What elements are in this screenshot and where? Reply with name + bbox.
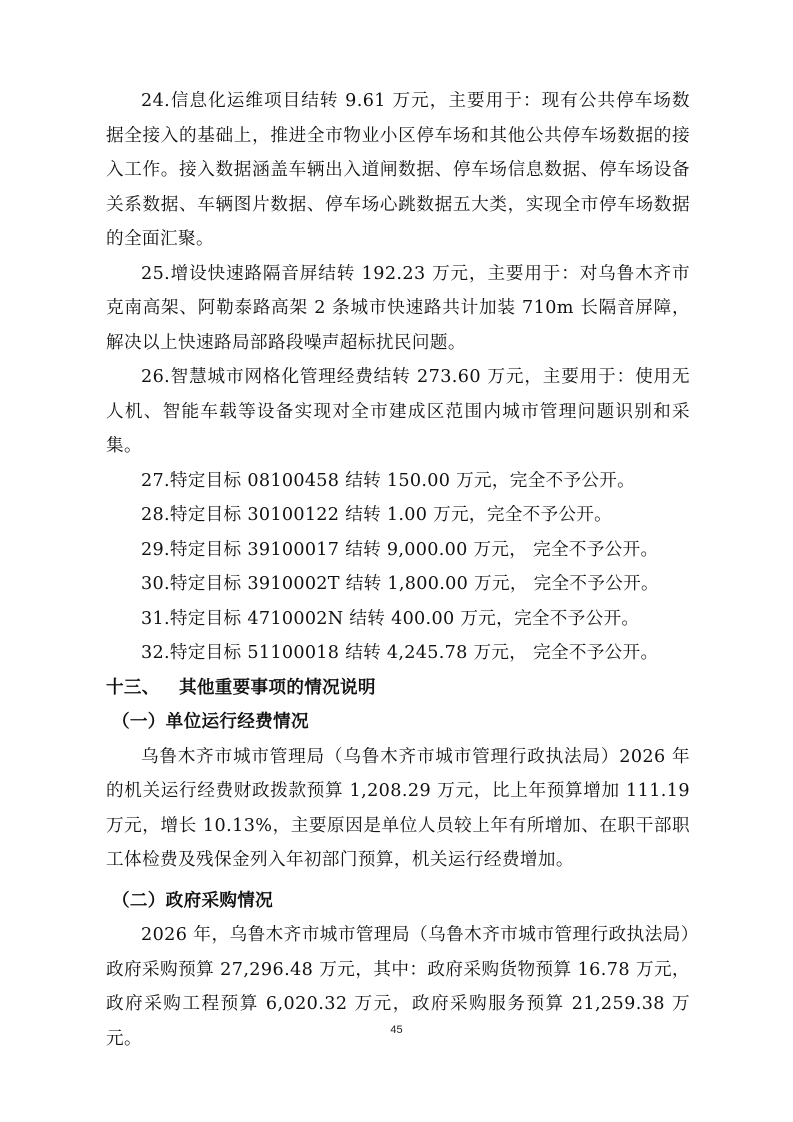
page-number: 45	[390, 1024, 403, 1036]
paragraph-operating-funds: 乌鲁木齐市城市管理局（乌鲁木齐市城市管理行政执法局）2026 年的机关运行经费财政拨款预算 1,208.29 万元，比上年预算增加 111.19 万元，增长 10.13%，主要原因是单位人员较上年有所增加、在职干部职工体检费及残保金列入年初部门预算，机关运行经费增加。	[106, 746, 690, 870]
page-content	[106, 84, 690, 1056]
paragraph-procurement: 2026 年，乌鲁木齐市城市管理局（乌鲁木齐市城市管理行政执法局）政府采购预算 27,296.48 万元，其中：政府采购货物预算 16.78 万元，政府采购工程预算 6,020.32 万元，政府采购服务预算 21,259.38 万元。	[106, 925, 690, 1049]
paragraph-item-32: 32.特定目标 51100018 结转 4,245.78 万元， 完全不予公开。	[141, 643, 659, 663]
subsection-heading-procurement: （二）政府采购情况	[112, 890, 274, 911]
subsection-heading-operating-funds: （一）单位运行经费情况	[112, 712, 309, 732]
paragraph-item-28: 28.特定目标 30100122 结转 1.00 万元，完全不予公开。	[141, 505, 613, 525]
paragraph-item-27: 27.特定目标 08100458 结转 150.00 万元，完全不予公开。	[141, 470, 636, 491]
paragraph-item-29: 29.特定目标 39100017 结转 9,000.00 万元， 完全不予公开。	[141, 539, 659, 560]
paragraph-item-31: 31.特定目标 4710002N 结转 400.00 万元，完全不予公开。	[141, 608, 640, 629]
section-heading-13: 十三、 其他重要事项的情况说明	[106, 677, 376, 698]
paragraph-item-24: 24.信息化运维项目结转 9.61 万元，主要用于：现有公共停车场数据全接入的基础上，推进全市物业小区停车场和其他公共停车场数据的接入工作。接入数据涵盖车辆出入道闸数据、停车场信息数据、停车场设备关系数据、车辆图片数据、停车场心跳数据五大类，实现全市停车场数据的全面汇聚。	[106, 91, 690, 249]
paragraph-item-30: 30.特定目标 3910002T 结转 1,800.00 万元， 完全不予公开。	[141, 574, 659, 594]
paragraph-item-26: 26.智慧城市网格化管理经费结转 273.60 万元，主要用于：使用无人机、智能车载等设备实现对全市建成区范围内城市管理问题识别和采集。	[106, 367, 690, 456]
paragraph-item-25: 25.增设快速路隔音屏结转 192.23 万元，主要用于：对乌鲁木齐市克南高架、阿勒泰路高架 2 条城市快速路共计加装 710m 长隔音屏障，解决以上快速路局部路段噪声超标扰民问题。	[106, 263, 690, 353]
